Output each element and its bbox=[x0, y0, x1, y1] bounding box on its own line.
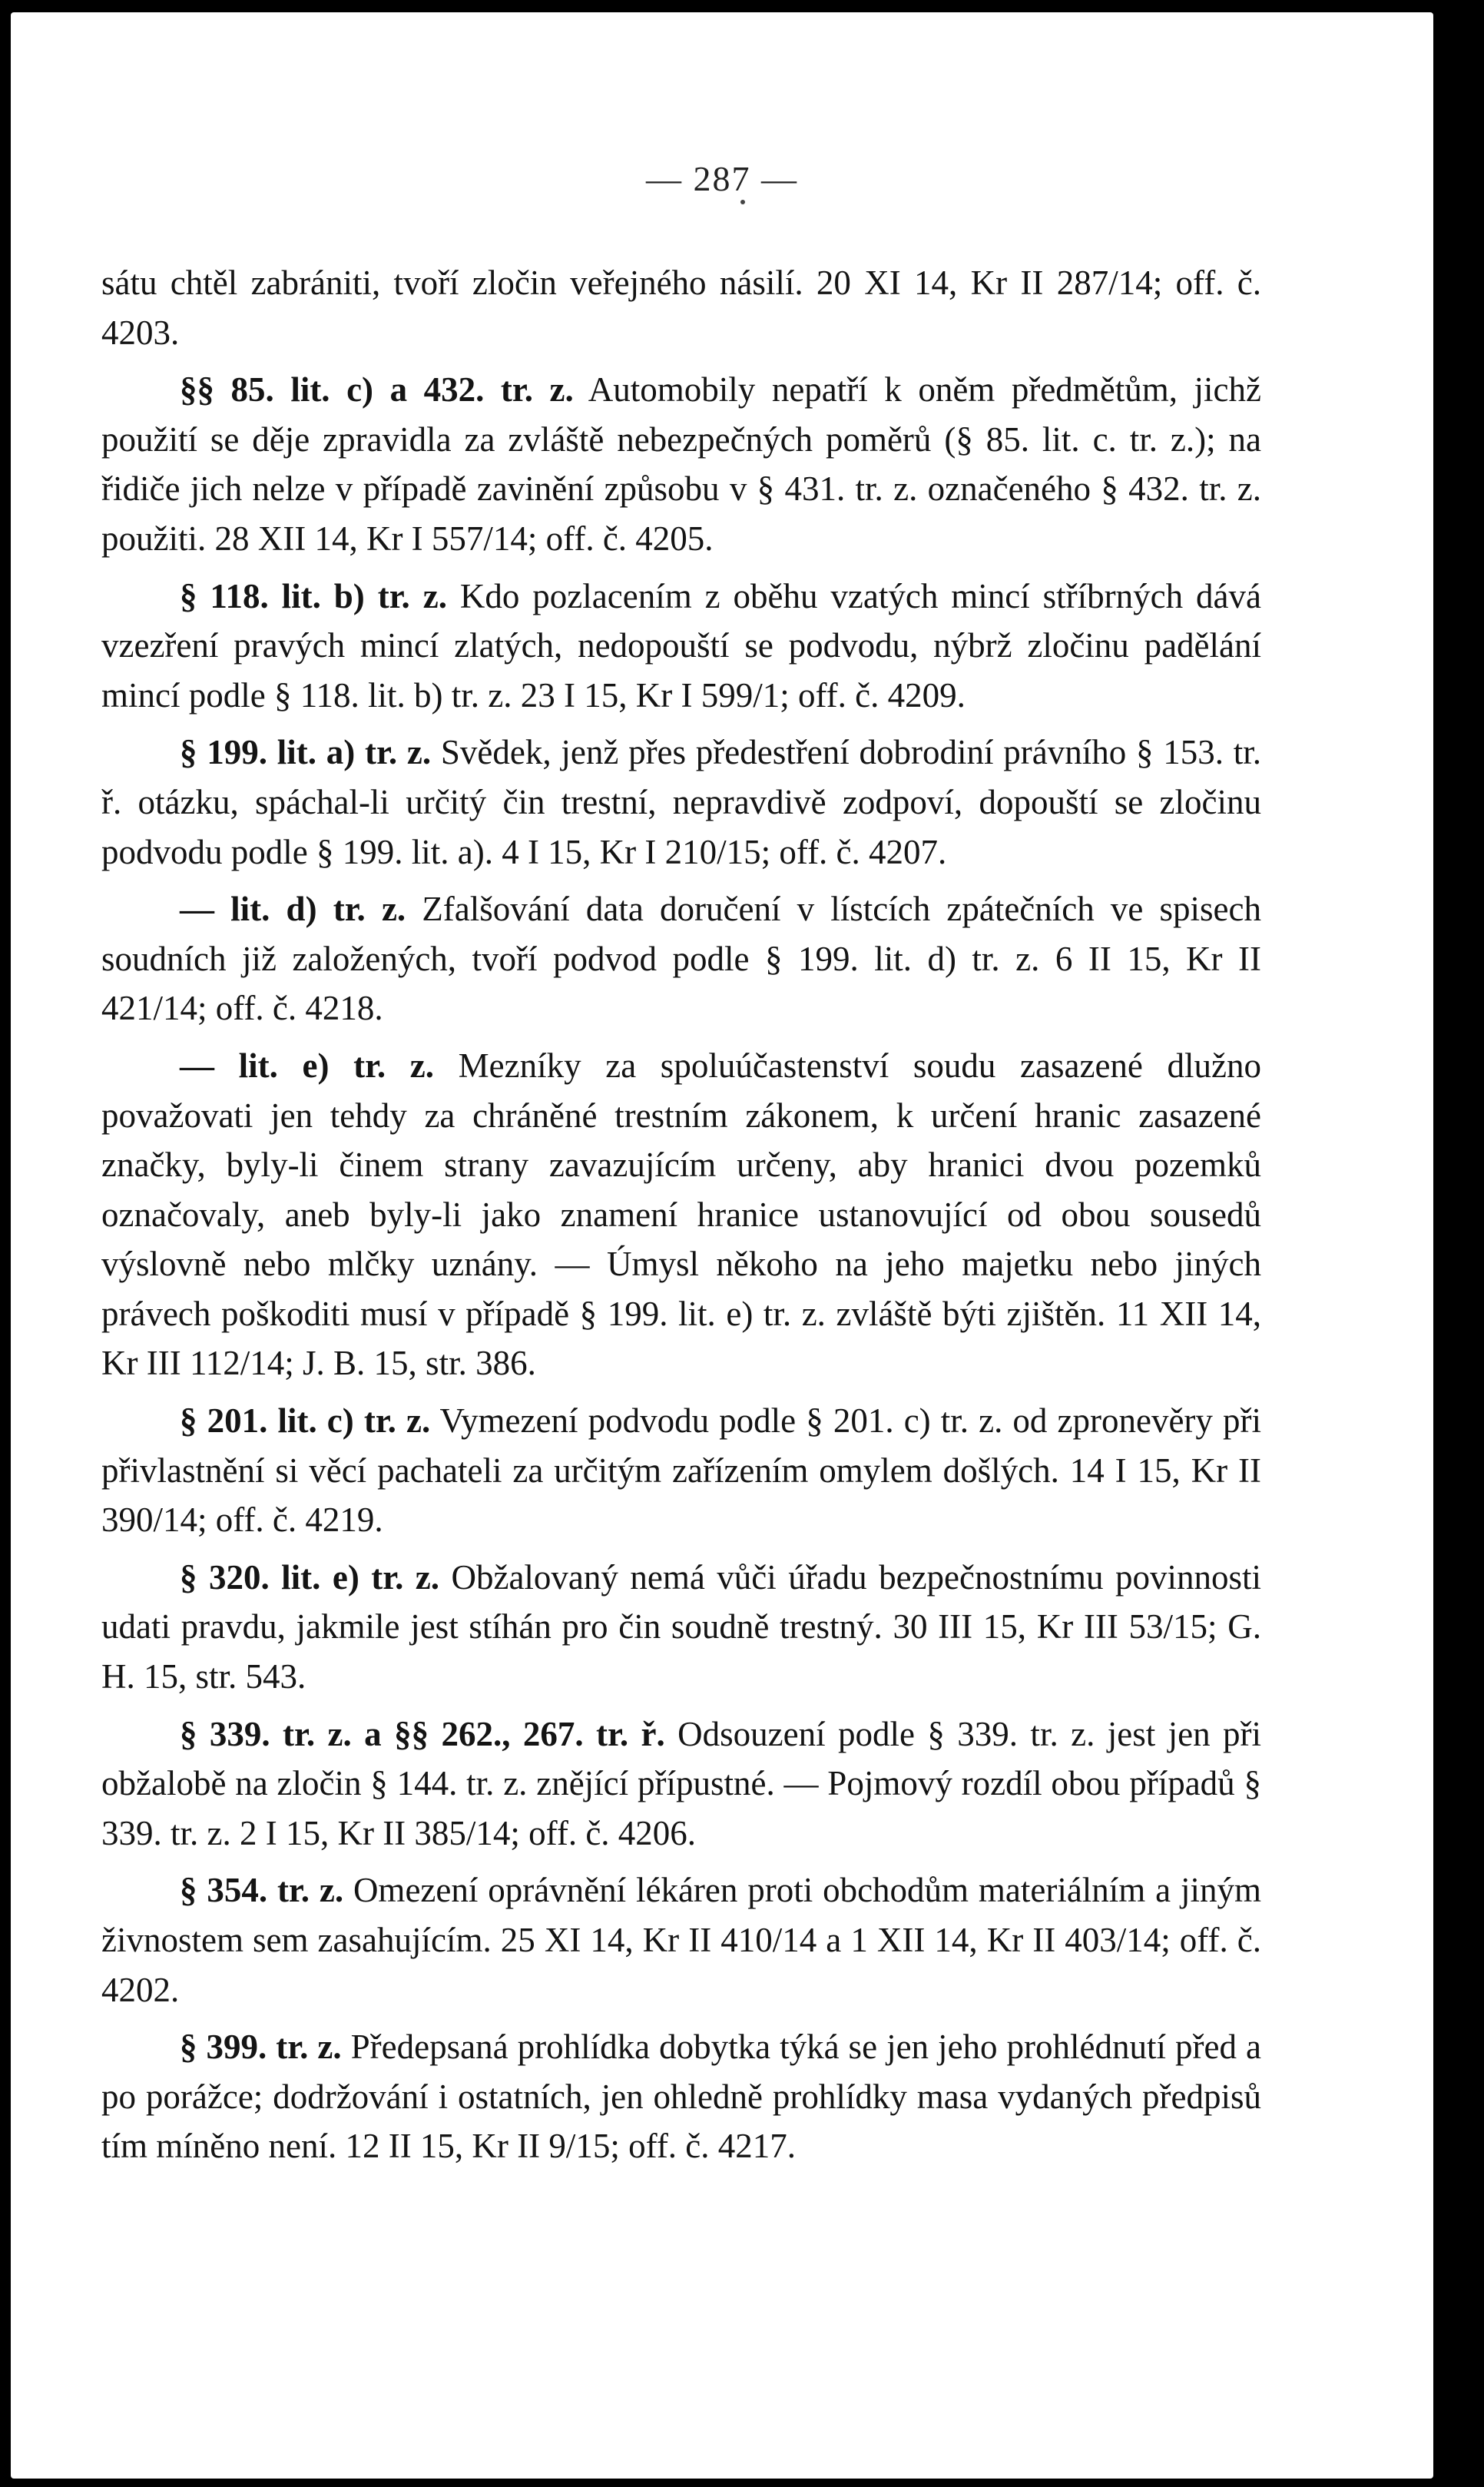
paragraph-lead: § 199. lit. a) tr. z. bbox=[180, 733, 432, 772]
scanned-page bbox=[11, 12, 1433, 2479]
paragraph-lead: § 201. lit. c) tr. z. bbox=[180, 1401, 431, 1441]
paragraph-text: sátu chtěl zabrániti, tvoří zločin veřejného násilí. 20 XI 14, Kr II 287/14; off. č. 4203. bbox=[101, 264, 1261, 352]
paragraph-text: Předepsaná prohlídka dobytka týká se jen jeho prohlédnutí před a po porážce; dodržování i ostatních, jen ohledně prohlídky masa vydaných předpisů tím míněno není. 12 II 15, Kr II 9/15; off. č. 4217. bbox=[101, 2028, 1261, 2166]
paragraph-lead: § 118. lit. b) tr. z. bbox=[180, 576, 447, 615]
paragraph-text: Obžalovaný nemá vůči úřadu bezpečnostnímu povinnosti udati pravdu, jakmile jest stíhán pro čin soudně trestný. 30 III 15, Kr III 53/15; G. H. 15, str. 543. bbox=[101, 1557, 1262, 1696]
paragraph-text: Vymezení podvodu podle § 201. c) tr. z. od zpronevěry při přivlastnění si věcí pachateli za určitým zařízením omylem došlých. 14 I 15, Kr II 390/14; off. č. 4219. bbox=[101, 1401, 1261, 1540]
paragraph-text: Zfalšování data doručení v lístcích zpátečních ve spisech soudních již založených, tvoří podvod podle § 199. lit. d) tr. z. 6 II 15, Kr II 421/14; off. č. 4218. bbox=[101, 890, 1261, 1028]
paragraph-lead: §§ 85. lit. c) a 432. tr. z. bbox=[180, 370, 574, 410]
paragraph-lead: — lit. d) tr. z. bbox=[180, 890, 406, 929]
paragraph-354 bbox=[101, 1865, 1261, 2014]
paragraph-lead: § 339. tr. z. a §§ 262., 267. tr. ř. bbox=[180, 1714, 665, 1753]
paragraph-199e bbox=[101, 1041, 1261, 1388]
paragraph-text: Svědek, jenž přes předestření dobrodiní právního § 153. tr. ř. otázku, spáchal-li určitý čin trestní, nepravdivě zodpoví, dopouští se zločinu podvodu podle § 199. lit. a). 4 I 15, Kr I 210/15; off. č. 4207. bbox=[101, 733, 1261, 871]
paragraph-text: Kdo pozlacením z oběhu vzatých mincí stříbrných dává vzezření pravých mincí zlatých, nedopouští se podvodu, nýbrž zločinu padělání mincí podle § 118. lit. b) tr. z. 23 I 15, Kr I 599/1; off. č. 4209. bbox=[101, 576, 1262, 715]
paragraph-118 bbox=[101, 572, 1261, 721]
paragraph-399 bbox=[101, 2022, 1261, 2171]
paragraph-199d bbox=[101, 884, 1261, 1033]
paragraph-text: Mezníky za spoluúčastenství soudu zasazené dlužno považovati jen tehdy za chráněné trestním zákonem, k určení hranic zasazené značky, byly-li činem strany zavazujícím určeny, aby hranici dvou pozemků označovaly, aneb byly-li jako znamení hranice ustanovující od obou sousedů výslovně nebo mlčky uznány. — Úmysl někoho na jeho majetku nebo jiných právech poškoditi musí v případě § 199. lit. e) tr. z. zvláště býti zjištěn. 11 XII 14, Kr III 112/14; J. B. 15, str. 386. bbox=[101, 1046, 1261, 1383]
body-text bbox=[101, 258, 1261, 2179]
paragraph-lead: — lit. e) tr. z. bbox=[180, 1046, 435, 1085]
paragraph-text: Automobily nepatří k oněm předmětům, jichž použití se děje zpravidla za zvláště nebezpečných poměrů (§ 85. lit. c. tr. z.); na řidiče jich nelze v případě zavinění způsobu v § 431. tr. z. označeného § 432. tr. z. použiti. 28 XII 14, Kr I 557/14; off. č. 4205. bbox=[101, 370, 1262, 558]
page-number: — 287 — bbox=[646, 159, 798, 198]
paragraph-lead: § 399. tr. z. bbox=[180, 2028, 342, 2067]
paragraph-320 bbox=[101, 1553, 1261, 1702]
paragraph-lead: § 320. lit. e) tr. z. bbox=[180, 1557, 440, 1597]
paragraph-199a bbox=[101, 728, 1261, 877]
paragraph-continuation bbox=[101, 258, 1261, 357]
paragraph-lead: § 354. tr. z. bbox=[180, 1871, 344, 1910]
print-speck bbox=[740, 200, 745, 204]
scan-border bbox=[1435, 0, 1484, 2487]
paragraph-text: Omezení oprávnění lékáren proti obchodům materiálním a jiným živnostem sem zasahujícím. 25 XI 14, Kr II 410/14 a 1 XII 14, Kr II 403/14; off. č. 4202. bbox=[101, 1871, 1261, 2009]
paragraph-201 bbox=[101, 1396, 1261, 1545]
paragraph-85 bbox=[101, 365, 1261, 563]
paragraph-text: Odsouzení podle § 339. tr. z. jest jen při obžalobě na zločin § 144. tr. z. znějící přípustné. — Pojmový rozdíl obou případů § 339. tr. z. 2 I 15, Kr II 385/14; off. č. 4206. bbox=[101, 1714, 1261, 1852]
paragraph-339 bbox=[101, 1709, 1261, 1859]
